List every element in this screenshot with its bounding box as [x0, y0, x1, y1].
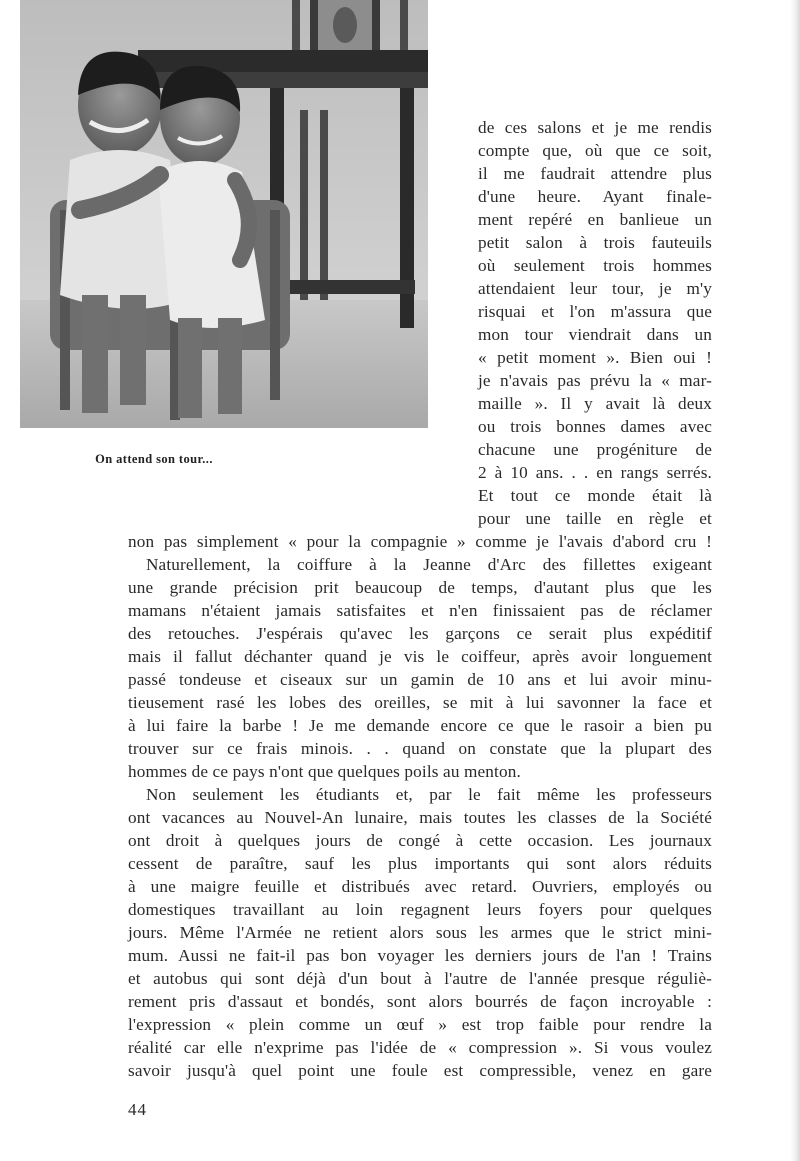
body-line: rement pris d'assaut et bondés, sont alors bourrés de façon incroyable : [128, 992, 712, 1011]
column-line: pour une taille en règle et [478, 509, 712, 528]
children-photo-image [20, 0, 428, 428]
column-line: je n'avais pas prévu la « mar- [478, 371, 712, 390]
column-line: où seulement trois hommes [478, 256, 712, 275]
column-line: « petit moment ». Bien oui ! [478, 348, 712, 367]
body-line: ont vacances au Nouvel-An lunaire, mais toutes les classes de la Société [128, 808, 712, 827]
body-line: des retouches. J'espérais qu'avec les garçons ce serait plus expéditif [128, 624, 712, 643]
page-edge-shadow [790, 0, 800, 1161]
body-line: tieusement rasé les lobes des oreilles, se mit à lui savonner la face et [128, 693, 712, 712]
column-line: chacune une progéniture de [478, 440, 712, 459]
column-line: Et tout ce monde était là [478, 486, 712, 505]
column-line: ou trois bonnes dames avec [478, 417, 712, 436]
column-line: ment repéré en banlieue un [478, 210, 712, 229]
body-line: mais il fallut déchanter quand je vis le coiffeur, après avoir longuement [128, 647, 712, 666]
body-line: mum. Aussi ne fait-il pas bon voyager les derniers jours de l'an ! Trains [128, 946, 712, 965]
column-line: mon tour viendrait dans un [478, 325, 712, 344]
body-line: hommes de ce pays n'ont que quelques poils au menton. [128, 762, 521, 781]
column-line: risquai et l'on m'assura que [478, 302, 712, 321]
body-line: à une maigre feuille et distribués avec retard. Ouvriers, employés ou [128, 877, 712, 896]
photograph [20, 0, 428, 428]
body-line: non pas simplement « pour la compagnie » comme je l'avais d'abord cru ! [128, 532, 712, 551]
page-number: 44 [128, 1100, 147, 1119]
column-line: de ces salons et je me rendis [478, 118, 712, 137]
body-line: et autobus qui sont déjà d'un bout à l'autre de l'année presque réguliè- [128, 969, 712, 988]
column-line: 2 à 10 ans. . . en rangs serrés. [478, 463, 712, 482]
body-line: une grande précision prit beaucoup de temps, d'autant plus que les [128, 578, 712, 597]
column-line: il me faudrait attendre plus [478, 164, 712, 183]
body-line: savoir jusqu'à quel point une foule est compressible, venez en gare [128, 1061, 712, 1080]
column-line: attendaient leur tour, je m'y [478, 279, 712, 298]
body-line: réalité car elle n'exprime pas l'idée de « compression ». Si vous voulez [128, 1038, 712, 1057]
body-line: à lui faire la barbe ! Je me demande encore ce que le rasoir a bien pu [128, 716, 712, 735]
column-line: d'une heure. Ayant finale- [478, 187, 712, 206]
body-line: jours. Même l'Armée ne retient alors sous les armes que le strict mini- [128, 923, 712, 942]
body-line: ont droit à quelques jours de congé à cette occasion. Les journaux [128, 831, 712, 850]
body-line: trouver sur ce frais minois. . . quand on constate que la plupart des [128, 739, 712, 758]
body-line: domestiques travaillant au loin regagnent leurs foyers pour quelques [128, 900, 712, 919]
body-line: l'expression « plein comme un œuf » est trop faible pour rendre la [128, 1015, 712, 1034]
column-line: maille ». Il y avait là deux [478, 394, 712, 413]
photo-caption: On attend son tour... [95, 452, 213, 466]
column-line: petit salon à trois fauteuils [478, 233, 712, 252]
body-line: passé tondeuse et ciseaux sur un gamin de 10 ans et lui avoir minu- [128, 670, 712, 689]
body-line: Naturellement, la coiffure à la Jeanne d'Arc des fillettes exigeant [146, 555, 712, 574]
body-line: cessent de paraître, sauf les plus importants qui sont alors réduits [128, 854, 712, 873]
body-line: mamans n'étaient jamais satisfaites et n'en finissaient pas de réclamer [128, 601, 712, 620]
column-line: compte que, où que ce soit, [478, 141, 712, 160]
body-line: Non seulement les étudiants et, par le fait même les professeurs [146, 785, 712, 804]
